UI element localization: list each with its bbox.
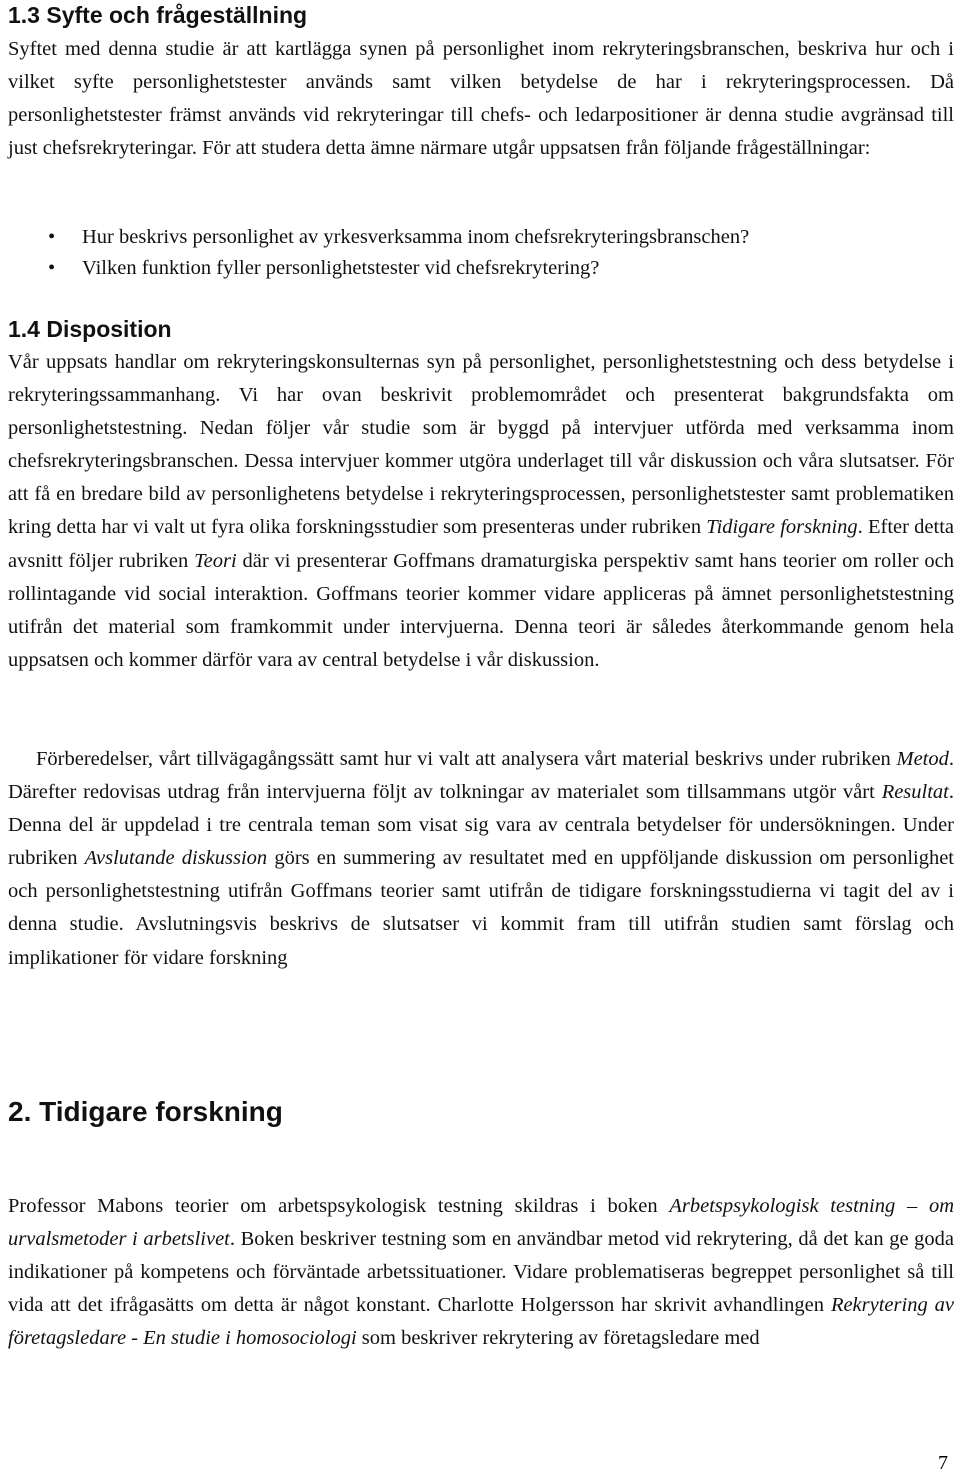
research-question-text: Vilken funktion fyller personlighetstester vid chefsrekrytering? — [82, 257, 600, 279]
italic-run: Teori — [194, 549, 237, 572]
text-run: . Därefter redovisas utdrag från intervjuerna följt av tolkningar av materialet som tillsammans utgör vårt — [8, 748, 954, 804]
research-question-text: Hur beskrivs personlighet av yrkesverksamma inom chefsrekryteringsbranschen? — [82, 226, 750, 248]
disposition-paragraph-1 — [8, 346, 954, 677]
text-run: . Boken beskriver testning som en användbar metod vid rekrytering, då det kan ge goda indikationer på kompetens och förväntade arbetssituationer. Vidare problematiseras begreppet personlighet så till vida att det ifrågasätts om detta är något konstant. Charlotte Holgersson har skrivit avhandlingen — [8, 1228, 954, 1317]
text-run: görs en summering av resultatet med en uppföljande diskussion om personlighet och personlighetstestning utifrån Goffmans teorier samt utifrån de tidigare forskningsstudierna vi tagit del av i denna studie. Avslutningsvis beskrivs de slutsatser vi kommit fram till utifrån studien samt förslag och implikationer för vidare forskning — [8, 847, 954, 969]
italic-run: Resultat — [881, 781, 949, 804]
purpose-paragraph: Syftet med denna studie är att kartlägga synen på personlighet inom rekryteringsbranschen, beskriva hur och i vilket syfte personlighetstester används samt vilken betydelse de har i rekryteringsprocessen. Då personlighetstester främst används vid rekryteringar till chefs- och ledarpositioner är denna studie avgränsad till just chefsrekryteringar. För att studera detta ämne närmare utgår uppsatsen från följande frågeställningar: — [8, 38, 954, 160]
page-number: 7 — [938, 1452, 948, 1474]
italic-run: Avslutande diskussion — [84, 847, 268, 870]
research-question-item — [8, 222, 954, 253]
italic-run: Metod — [896, 748, 949, 770]
text-run: som beskriver rekrytering av företagsledare med — [356, 1327, 760, 1350]
text-run: Vår uppsats handlar om rekryteringskonsulternas syn på personlighet, personlighetstestning och dess betydelse i rekryteringssammanhang. Vi har ovan beskrivit problemområdet och presenterat bakgrundsfakta om personlighetstestning. Nedan följer vår studie som är byggd på intervjuer utförda med verksamma inom chefsrekryteringsbranschen. Dessa intervjuer kommer utgöra underlaget till vår diskussion och våra slutsatser. För att få en bredare bild av personlighetens betydelse i rekryteringsprocessen, personlighetstester samt problematiken kring detta har vi valt ut fyra olika forskningsstudier som presenteras under rubriken — [8, 351, 954, 539]
research-question-item — [8, 253, 954, 284]
previous-research-paragraph — [8, 1190, 954, 1355]
bullet-icon: • — [48, 257, 56, 279]
bullet-icon: • — [48, 226, 56, 248]
text-run: där vi presenterar Goffmans dramaturgiska perspektiv samt hans teorier om roller och rollintagande vid social interaktion. Goffmans teorier kommer vidare appliceras på ämnet personlighetstestning utifrån det material som framkommit under intervjuerna. Denna teori är således återkommande genom hela uppsatsen och kommer därför vara av central betydelse i vår diskussion. — [8, 549, 954, 671]
section-heading-1-4: 1.4 Disposition — [8, 316, 172, 342]
research-questions-list — [8, 222, 954, 284]
italic-run: Rekrytering av företagsledare - En studie i homosociologi — [8, 1294, 954, 1350]
text-run: Förberedelser, vårt tillvägagångssätt samt hur vi valt att analysera vårt material beskrivs under rubriken — [36, 748, 897, 770]
text-run: . Efter detta avsnitt följer rubriken — [8, 516, 954, 572]
section-heading-1-3: 1.3 Syfte och frågeställning — [8, 2, 308, 28]
italic-run: Tidigare forskning — [706, 516, 858, 539]
text-run: . Denna del är uppdelad i tre centrala teman som visat sig vara av centrala betydelser för undersökningen. Under rubriken — [8, 781, 954, 870]
disposition-paragraph-2 — [8, 743, 954, 975]
section-heading-2: 2. Tidigare forskning — [8, 1096, 283, 1127]
italic-run: Arbetspsykologisk testning – om urvalsmetoder i arbetslivet — [8, 1195, 955, 1251]
text-run: Professor Mabons teorier om arbetspsykologisk testning skildras i boken — [8, 1195, 670, 1217]
